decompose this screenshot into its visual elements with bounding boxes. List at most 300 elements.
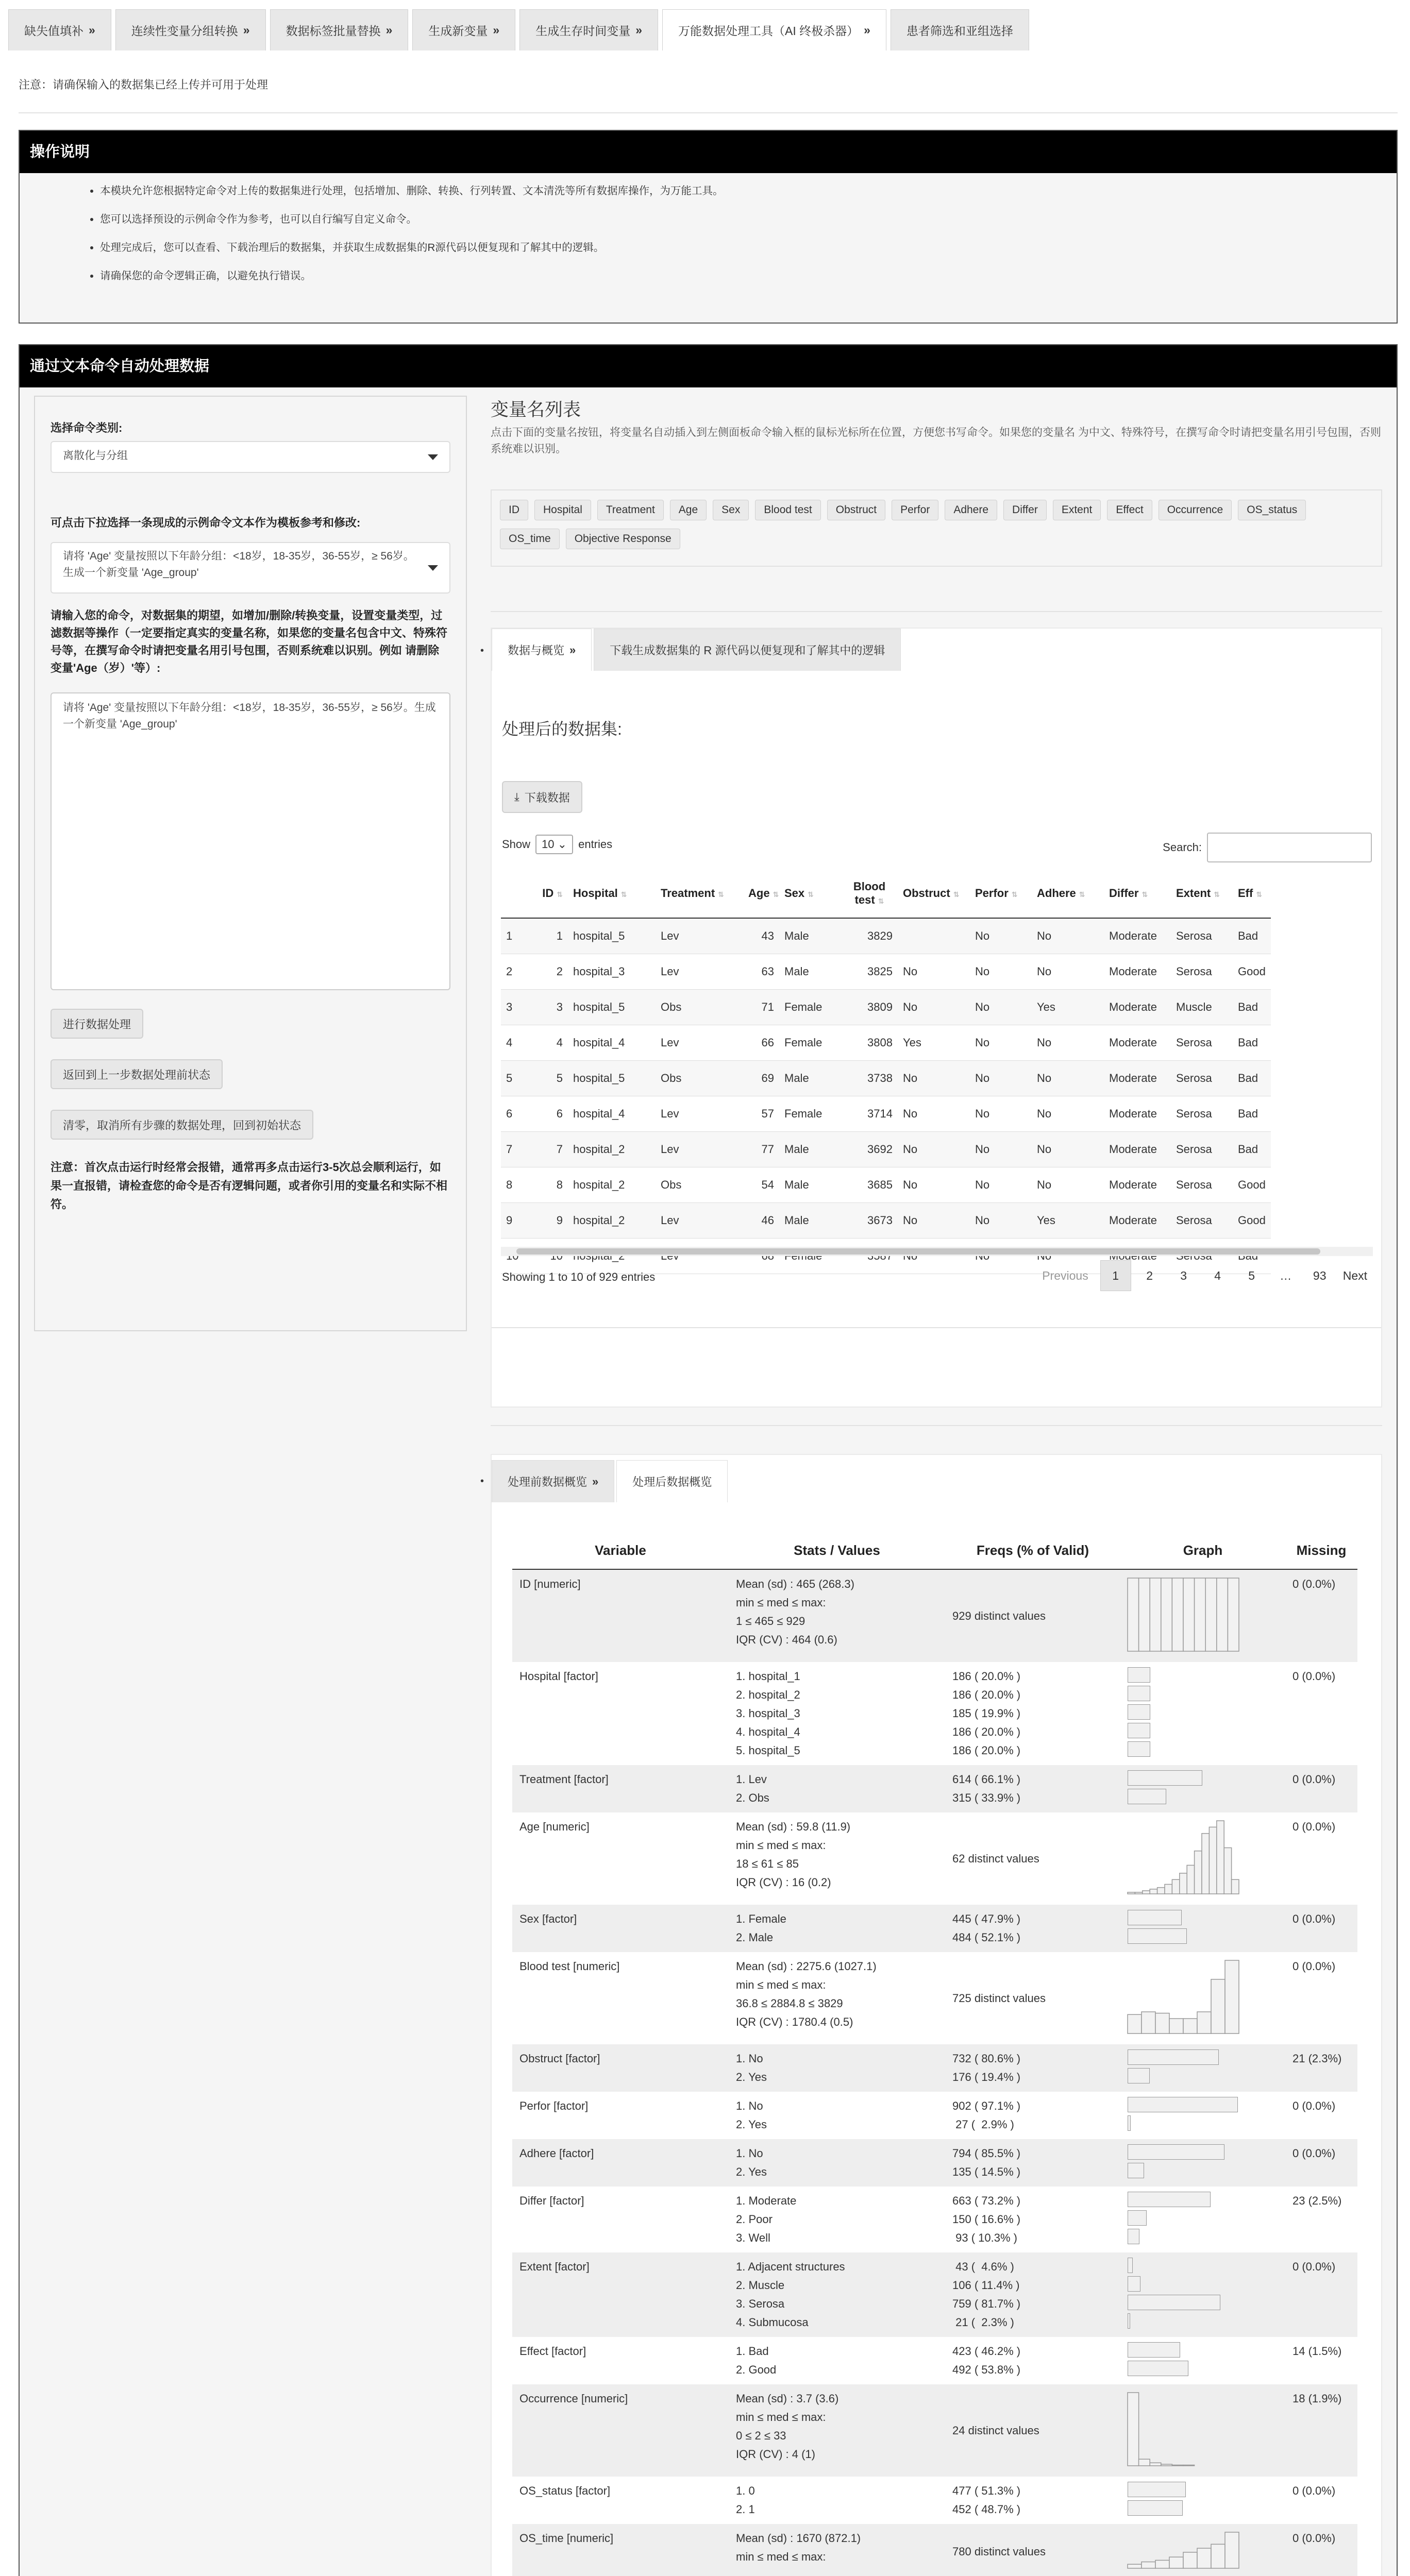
table-cell: Obs	[656, 1060, 743, 1096]
table-cell: 3685	[841, 1167, 898, 1202]
page-button[interactable]: 2	[1146, 1269, 1153, 1282]
summary-missing: 18 (1.9%)	[1285, 2384, 1357, 2477]
instruction-item: • 本模块允许您根据特定命令对上传的数据集进行处理，包括增加、删除、转换、行列转置、文本清洗等所有数据库操作，为万能工具。	[100, 183, 1397, 198]
table-row	[501, 1025, 1271, 1060]
freq-bar	[1128, 2210, 1147, 2226]
histogram	[1128, 2389, 1239, 2466]
table-cell: No	[1032, 1060, 1104, 1096]
scrollbar-thumb[interactable]	[516, 1248, 1320, 1255]
module-tab-7[interactable]	[891, 9, 1029, 50]
variable-chip[interactable]: Occurrence	[1159, 500, 1232, 520]
table-row	[501, 954, 1271, 989]
summary-stats: 1. Moderate 2. Poor 3. Well	[736, 2194, 797, 2244]
table-row	[501, 1167, 1271, 1202]
variable-chip-list	[491, 489, 1382, 567]
table-cell: No	[970, 1025, 1032, 1060]
summary-row	[512, 2337, 1357, 2384]
command-textarea[interactable]: 请将 'Age' 变量按照以下年龄分组：<18岁，18-35岁，36-55岁，≥ 56岁。生成一个新变量 'Age_group'	[51, 692, 450, 990]
column-header[interactable]	[841, 869, 898, 918]
summary-header: Freqs (% of Valid)	[945, 1532, 1120, 1569]
histogram-bar	[1161, 1578, 1172, 1651]
sort-icon: ⇅	[1142, 890, 1148, 899]
reset-all-button[interactable]: 清零，取消所有步骤的数据处理，回到初始状态	[51, 1110, 313, 1140]
table-cell: Lev	[656, 1025, 743, 1060]
entries-length-value: 10	[542, 838, 555, 851]
table-cell: Moderate	[1104, 989, 1171, 1025]
table-cell: 43	[743, 918, 779, 954]
summary-freqs: 186 ( 20.0% ) 186 ( 20.0% ) 185 ( 19.9% ) 186 ( 20.0% ) 186 ( 20.0% )	[952, 1670, 1021, 1757]
summary-stats: 1. No 2. Yes	[729, 2139, 945, 2187]
double-chevron-right-icon: »	[493, 23, 500, 37]
summary-header: Variable	[512, 1532, 729, 1569]
summary-stats: Mean (sd) : 59.8 (11.9) min ≤ med ≤ max: 18 ≤ 61 ≤ 85 IQR (CV) : 16 (0.2)	[736, 1820, 851, 1889]
table-cell: 7	[501, 1131, 537, 1167]
histogram-bar	[1169, 2557, 1183, 2568]
module-tab-2[interactable]	[115, 9, 266, 50]
freq-bar	[1128, 2229, 1139, 2244]
table-cell: 6	[501, 1096, 537, 1131]
histogram-bar	[1128, 1578, 1139, 1651]
table-row	[501, 918, 1271, 954]
table-cell: 5	[501, 1060, 537, 1096]
page-button[interactable]: 3	[1180, 1269, 1187, 1282]
summary-freqs: 24 distinct values	[945, 2384, 1120, 2477]
summary-freqs: 445 ( 47.9% ) 484 ( 52.1% )	[945, 1905, 1120, 1952]
freq-bar	[1128, 2068, 1150, 2083]
table-cell: Moderate	[1104, 954, 1171, 989]
summary-row	[512, 1662, 1357, 1765]
instruction-item: • 请确保您的命令逻辑正确，以避免执行错误。	[100, 268, 1397, 283]
table-cell: 3692	[841, 1131, 898, 1167]
table-cell: 7	[537, 1131, 568, 1167]
tab-data-overview-label: 数据与概览	[508, 644, 565, 657]
summary-row	[512, 2384, 1357, 2477]
summary-missing: 21 (2.3%)	[1285, 2044, 1357, 2092]
table-cell: 2	[501, 954, 537, 989]
histogram-bar	[1157, 1888, 1165, 1894]
table-cell: Moderate	[1104, 1167, 1171, 1202]
freq-bar	[1128, 2482, 1186, 2497]
table-cell: Lev	[656, 1096, 743, 1131]
table-cell: Female	[779, 989, 841, 1025]
table-cell: No	[898, 1167, 970, 1202]
instruction-item: • 您可以选择预设的示例命令作为参考，也可以自行编写自定义命令。	[100, 212, 1397, 227]
chevron-down-icon	[428, 454, 438, 460]
table-cell: No	[898, 989, 970, 1025]
table-cell: 46	[743, 1202, 779, 1238]
summary-stats: Mean (sd) : 465 (268.3) min ≤ med ≤ max: 1 ≤ 465 ≤ 929 IQR (CV) : 464 (0.6)	[729, 1569, 945, 1662]
module-tab-5[interactable]	[519, 9, 658, 50]
column-header[interactable]	[537, 869, 568, 918]
table-cell: Serosa	[1171, 1131, 1233, 1167]
summary-row	[512, 1765, 1357, 1812]
freq-bar	[1128, 2049, 1219, 2065]
summary-missing: 0 (0.0%)	[1292, 2099, 1336, 2112]
histogram	[1128, 1957, 1239, 2033]
histogram-bar	[1202, 1834, 1209, 1894]
freq-bar	[1128, 2258, 1133, 2273]
variable-chip[interactable]: Perfor	[892, 500, 938, 520]
instructions-title: 操作说明	[20, 131, 1397, 173]
variable-chip[interactable]: OS_status	[1238, 500, 1306, 520]
data-table-wrapper	[501, 869, 1373, 1245]
freq-bar	[1128, 1928, 1187, 1944]
search-label: Search:	[1163, 841, 1202, 854]
column-header[interactable]	[1104, 869, 1171, 918]
summary-row	[512, 2524, 1357, 2576]
tab-before-summary-label: 处理前数据概览	[508, 1476, 588, 1488]
page-button[interactable]: 1	[1100, 1260, 1131, 1291]
table-cell: Male	[779, 1131, 841, 1167]
table-cell: 66	[743, 1025, 779, 1060]
page-button[interactable]: Previous	[1042, 1269, 1088, 1282]
histogram-bar	[1155, 2013, 1169, 2033]
command-input-label: 请输入您的命令，对数据集的期望，如增加/删除/转换变量，设置变量类型，过滤数据等操作（一定要指定真实的变量名称，如果您的变量名包含中文、特殊符号等，在撰写命令时请把变量名用引号包围，否则系统难以识别。例如 请删除变量'Age（岁）'等）:	[51, 609, 448, 674]
histogram-bar	[1224, 1848, 1231, 1894]
freq-bar	[1128, 1789, 1166, 1804]
variable-chip[interactable]: Objective Response	[566, 529, 680, 549]
table-cell: Serosa	[1171, 918, 1233, 954]
table-cell: Lev	[656, 918, 743, 954]
summary-missing: 14 (1.5%)	[1292, 2345, 1342, 2358]
table-cell: Male	[779, 1060, 841, 1096]
page-button[interactable]: 5	[1248, 1269, 1255, 1282]
summary-variable: Sex [factor]	[512, 1905, 729, 1952]
table-row	[501, 1096, 1271, 1131]
summary-row	[512, 2252, 1357, 2337]
table-cell: hospital_5	[568, 1060, 656, 1096]
sort-icon: ⇅	[1011, 890, 1018, 899]
length-control	[502, 835, 612, 854]
column-header[interactable]	[1171, 869, 1233, 918]
freq-bar	[1128, 2500, 1183, 2516]
summary-graph	[1120, 2187, 1285, 2252]
tab-after-summary[interactable]: 处理后数据概览	[616, 1460, 728, 1502]
undo-step-button[interactable]: 返回到上一步数据处理前状态	[51, 1059, 223, 1089]
summary-freqs: 663 ( 73.2% ) 150 ( 16.6% ) 93 ( 10.3% )	[952, 2194, 1021, 2244]
table-cell: Moderate	[1104, 1131, 1171, 1167]
histogram-bar	[1183, 2552, 1197, 2568]
summary-stats: 1. Lev 2. Obs	[729, 1765, 945, 1812]
summary-stats: 1. Female 2. Male	[729, 1905, 945, 1952]
download-data-label: 下载数据	[524, 791, 570, 804]
histogram-bar	[1211, 2544, 1225, 2568]
table-cell: hospital_2	[568, 1167, 656, 1202]
bullet-icon: •	[480, 1476, 484, 1487]
search-input[interactable]	[1207, 833, 1372, 862]
summary-stats: 1. No 2. Yes	[729, 2044, 945, 2092]
table-cell: 3825	[841, 954, 898, 989]
summary-variable: Age [numeric]	[519, 1820, 590, 1833]
summary-graph	[1120, 2044, 1285, 2092]
module-tab-bar	[8, 9, 1029, 50]
category-select[interactable]	[51, 441, 450, 473]
table-cell: Moderate	[1104, 1060, 1171, 1096]
summary-graph	[1120, 1812, 1285, 1905]
summary-freqs: 794 ( 85.5% ) 135 ( 14.5% )	[945, 2139, 1120, 2187]
table-cell: Yes	[1032, 989, 1104, 1025]
summary-variable: Obstruct [factor]	[512, 2044, 729, 2092]
module-tab-4[interactable]	[412, 9, 515, 50]
table-cell: Obs	[656, 989, 743, 1025]
histogram-bar	[1150, 1889, 1157, 1894]
table-cell: No	[1032, 1167, 1104, 1202]
upload-notice: 注意：请确保输入的数据集已经上传并可用于处理	[19, 78, 268, 91]
summary-stats: 1. hospital_1 2. hospital_2 3. hospital_3 4. hospital_4 5. hospital_5	[736, 1670, 800, 1757]
double-chevron-right-icon: »	[89, 23, 95, 37]
tab-before-summary[interactable]	[492, 1460, 614, 1502]
column-header-label: Hospital	[573, 886, 618, 900]
histogram-bar	[1195, 1851, 1202, 1894]
histogram	[1128, 1575, 1239, 1651]
double-chevron-right-icon: »	[243, 23, 250, 37]
horizontal-scrollbar[interactable]	[501, 1247, 1373, 1256]
table-cell: No	[970, 1202, 1032, 1238]
freq-bar	[1128, 2295, 1220, 2310]
table-cell: No	[898, 1202, 970, 1238]
summary-row	[512, 1905, 1357, 1952]
sort-icon: ⇅	[620, 890, 627, 899]
histogram-bar	[1172, 1879, 1179, 1894]
summary-table	[512, 1532, 1357, 2576]
variable-chip[interactable]: Differ	[1003, 500, 1047, 520]
histogram-bar	[1217, 1578, 1228, 1651]
table-cell: 4	[501, 1025, 537, 1060]
summary-variable: Occurrence [numeric]	[512, 2384, 729, 2477]
histogram-bar	[1197, 2012, 1211, 2033]
summary-missing: 0 (0.0%)	[1292, 2484, 1336, 2497]
page-button[interactable]: Next	[1342, 1269, 1367, 1282]
table-cell: Lev	[656, 954, 743, 989]
module-tab-1[interactable]	[8, 9, 111, 50]
column-header[interactable]	[779, 869, 841, 918]
histogram-bar	[1232, 1879, 1239, 1894]
column-header[interactable]	[1233, 869, 1271, 918]
table-cell: 63	[743, 954, 779, 989]
summary-stats: Mean (sd) : 2275.6 (1027.1) min ≤ med ≤ max: 36.8 ≤ 2884.8 ≤ 3829 IQR (CV) : 1780.4 (0.5)	[736, 1960, 877, 2028]
summary-missing: 0 (0.0%)	[1285, 1905, 1357, 1952]
histogram-bar	[1211, 1979, 1225, 2033]
table-cell: hospital_3	[568, 954, 656, 989]
table-row	[501, 989, 1271, 1025]
download-data-button[interactable]	[502, 781, 582, 813]
divider	[491, 611, 1382, 612]
freq-bar	[1128, 1723, 1150, 1738]
table-cell: Male	[779, 1202, 841, 1238]
histogram-bar	[1165, 1884, 1172, 1894]
entries-length-select[interactable]	[535, 835, 573, 854]
column-header[interactable]	[898, 869, 970, 918]
column-header[interactable]	[568, 869, 656, 918]
table-cell: 77	[743, 1131, 779, 1167]
variable-list-section	[491, 396, 1382, 457]
variable-chip[interactable]: OS_time	[500, 529, 560, 549]
tab-data-overview[interactable]	[492, 629, 592, 671]
summary-header: Missing	[1285, 1532, 1357, 1569]
double-chevron-right-icon: »	[864, 23, 870, 37]
summary-graph	[1120, 2524, 1285, 2576]
tab-r-source[interactable]: 下载生成数据集的 R 源代码以便复现和了解其中的逻辑	[594, 629, 901, 671]
variable-chip[interactable]: Obstruct	[827, 500, 885, 520]
summary-panel	[480, 1454, 1382, 2576]
column-header[interactable]	[743, 869, 779, 918]
download-icon: ⤓	[514, 790, 519, 803]
module-tab-label: 万能数据处理工具（AI 终极杀器）	[678, 24, 859, 38]
summary-graph	[1120, 2252, 1285, 2337]
variable-chip[interactable]: Age	[670, 500, 707, 520]
summary-row	[512, 2044, 1357, 2092]
freq-bar	[1128, 1667, 1150, 1683]
histogram-bar	[1183, 2019, 1197, 2033]
module-tab-6[interactable]	[662, 9, 886, 50]
column-header-label: Treatment	[661, 886, 715, 900]
show-label: Show	[502, 838, 531, 851]
summary-stats: Mean (sd) : 3.7 (3.6) min ≤ med ≤ max: 0 ≤ 2 ≤ 33 IQR (CV) : 4 (1)	[729, 2384, 945, 2477]
column-header-label: Extent	[1176, 886, 1211, 900]
table-cell: No	[898, 1096, 970, 1131]
freq-bar	[1128, 1704, 1150, 1720]
table-cell: 3808	[841, 1025, 898, 1060]
variable-list-help: 点击下面的变量名按钮，将变量名自动插入到左侧面板命令输入框的鼠标光标所在位置，方便您书写命令。如果您的变量名 为中文、特殊符号，在撰写命令时请把变量名用引号包围，否则系统难以识别。	[491, 427, 1381, 455]
sort-icon: ⇅	[718, 890, 724, 899]
category-label: 选择命令类别:	[51, 421, 123, 434]
table-cell: No	[1032, 1025, 1104, 1060]
entries-label: entries	[578, 838, 613, 851]
table-cell: 3714	[841, 1096, 898, 1131]
summary-graph	[1120, 2092, 1285, 2139]
summary-row	[512, 1812, 1357, 1905]
summary-header: Stats / Values	[729, 1532, 945, 1569]
histogram-bar	[1172, 1578, 1183, 1651]
freq-bar	[1128, 2097, 1238, 2112]
histogram-bar	[1150, 2463, 1161, 2466]
summary-variable: Effect [factor]	[519, 2345, 586, 2358]
example-command-select[interactable]	[51, 542, 450, 594]
table-cell: Serosa	[1171, 1167, 1233, 1202]
variable-chip[interactable]: Adhere	[945, 500, 997, 520]
histogram	[1128, 1818, 1239, 1894]
search-control	[1163, 833, 1372, 862]
summary-row	[512, 1569, 1357, 1662]
freq-bar	[1128, 1910, 1182, 1925]
table-cell: 8	[537, 1167, 568, 1202]
variable-chip[interactable]: ID	[500, 500, 528, 520]
freq-bar	[1128, 2192, 1211, 2207]
summary-graph	[1120, 1952, 1285, 2044]
freq-bar	[1128, 2342, 1180, 2358]
table-cell: Bad	[1233, 989, 1271, 1025]
table-cell: Good	[1233, 1202, 1271, 1238]
column-header-label: Sex	[784, 886, 805, 900]
summary-missing: 0 (0.0%)	[1285, 1765, 1357, 1812]
module-tab-3[interactable]	[270, 9, 409, 50]
variable-chip[interactable]: Blood test	[755, 500, 820, 520]
variable-chip[interactable]: Sex	[713, 500, 749, 520]
table-cell: Bad	[1233, 918, 1271, 954]
column-header[interactable]	[970, 869, 1032, 918]
histogram-bar	[1183, 2465, 1195, 2466]
histogram-bar	[1225, 1960, 1239, 2033]
column-header-label: Adhere	[1037, 886, 1076, 900]
table-cell: No	[1032, 918, 1104, 954]
page-button[interactable]: 4	[1214, 1269, 1221, 1282]
table-cell: 3809	[841, 989, 898, 1025]
summary-row	[512, 2477, 1357, 2524]
summary-row	[512, 2139, 1357, 2187]
variable-chip[interactable]: Hospital	[534, 500, 591, 520]
column-header-label: Blood test	[853, 879, 886, 906]
summary-missing: 0 (0.0%)	[1292, 1670, 1336, 1683]
summary-missing: 0 (0.0%)	[1285, 2524, 1357, 2576]
histogram-bar	[1139, 1578, 1150, 1651]
table-cell: 3673	[841, 1202, 898, 1238]
summary-freqs: 732 ( 80.6% ) 176 ( 19.4% )	[945, 2044, 1120, 2092]
summary-table-header	[512, 1532, 1357, 1569]
summary-graph	[1120, 2139, 1285, 2187]
table-cell: 5	[537, 1060, 568, 1096]
histogram-bar	[1150, 1578, 1161, 1651]
table-cell: Moderate	[1104, 918, 1171, 954]
freq-bar	[1128, 1741, 1150, 1757]
summary-variable: Hospital [factor]	[519, 1670, 598, 1683]
variable-chip[interactable]: Effect	[1107, 500, 1152, 520]
table-cell	[898, 918, 970, 954]
command-sidebar	[34, 396, 467, 1331]
column-header[interactable]	[1032, 869, 1104, 918]
module-tab-label: 生成新变量	[428, 24, 488, 38]
histogram-bar	[1128, 1892, 1135, 1894]
summary-graph	[1120, 2337, 1285, 2384]
summary-graph	[1120, 1905, 1285, 1952]
table-cell: hospital_5	[568, 918, 656, 954]
histogram-bar	[1128, 2393, 1139, 2466]
summary-freqs: 929 distinct values	[945, 1569, 1120, 1662]
sort-icon: ⇅	[953, 890, 960, 899]
summary-stats: Mean (sd) : 1670 (872.1) min ≤ med ≤ max:	[729, 2524, 945, 2576]
divider	[491, 1425, 1382, 1426]
histogram-bar	[1128, 2014, 1142, 2033]
double-chevron-right-icon: »	[592, 1475, 599, 1488]
summary-variable: ID [numeric]	[512, 1569, 729, 1662]
table-cell: 57	[743, 1096, 779, 1131]
table-cell: Bad	[1233, 1131, 1271, 1167]
histogram-bar	[1197, 2548, 1211, 2568]
example-label: 可点击下拉选择一条现成的示例命令文本作为模板参考和修改:	[51, 516, 361, 529]
column-header[interactable]	[656, 869, 743, 918]
summary-stats: 1. No 2. Yes	[736, 2099, 767, 2131]
variable-chip[interactable]: Treatment	[597, 500, 664, 520]
table-cell: Female	[779, 1096, 841, 1131]
category-select-value: 离散化与分组	[63, 450, 128, 462]
summary-row	[512, 2092, 1357, 2139]
sort-icon: ⇅	[1256, 890, 1263, 899]
table-cell: 71	[743, 989, 779, 1025]
summary-graph	[1120, 2384, 1285, 2477]
table-cell: No	[970, 1096, 1032, 1131]
sort-icon: ⇅	[773, 890, 779, 899]
table-cell: Obs	[656, 1167, 743, 1202]
table-cell: hospital_2	[568, 1131, 656, 1167]
instructions-list	[20, 173, 1397, 323]
table-cell: No	[1032, 1131, 1104, 1167]
run-processing-button[interactable]: 进行数据处理	[51, 1009, 143, 1039]
variable-chip[interactable]: Extent	[1053, 500, 1101, 520]
histogram-bar	[1172, 2465, 1183, 2466]
freq-bar	[1128, 2361, 1188, 2376]
instruction-item: • 处理完成后，您可以查看、下载治理后的数据集，并获取生成数据集的R源代码以便复现和了解其中的逻辑。	[100, 240, 1397, 255]
table-cell: Serosa	[1171, 1096, 1233, 1131]
page-button[interactable]: 93	[1313, 1269, 1327, 1282]
